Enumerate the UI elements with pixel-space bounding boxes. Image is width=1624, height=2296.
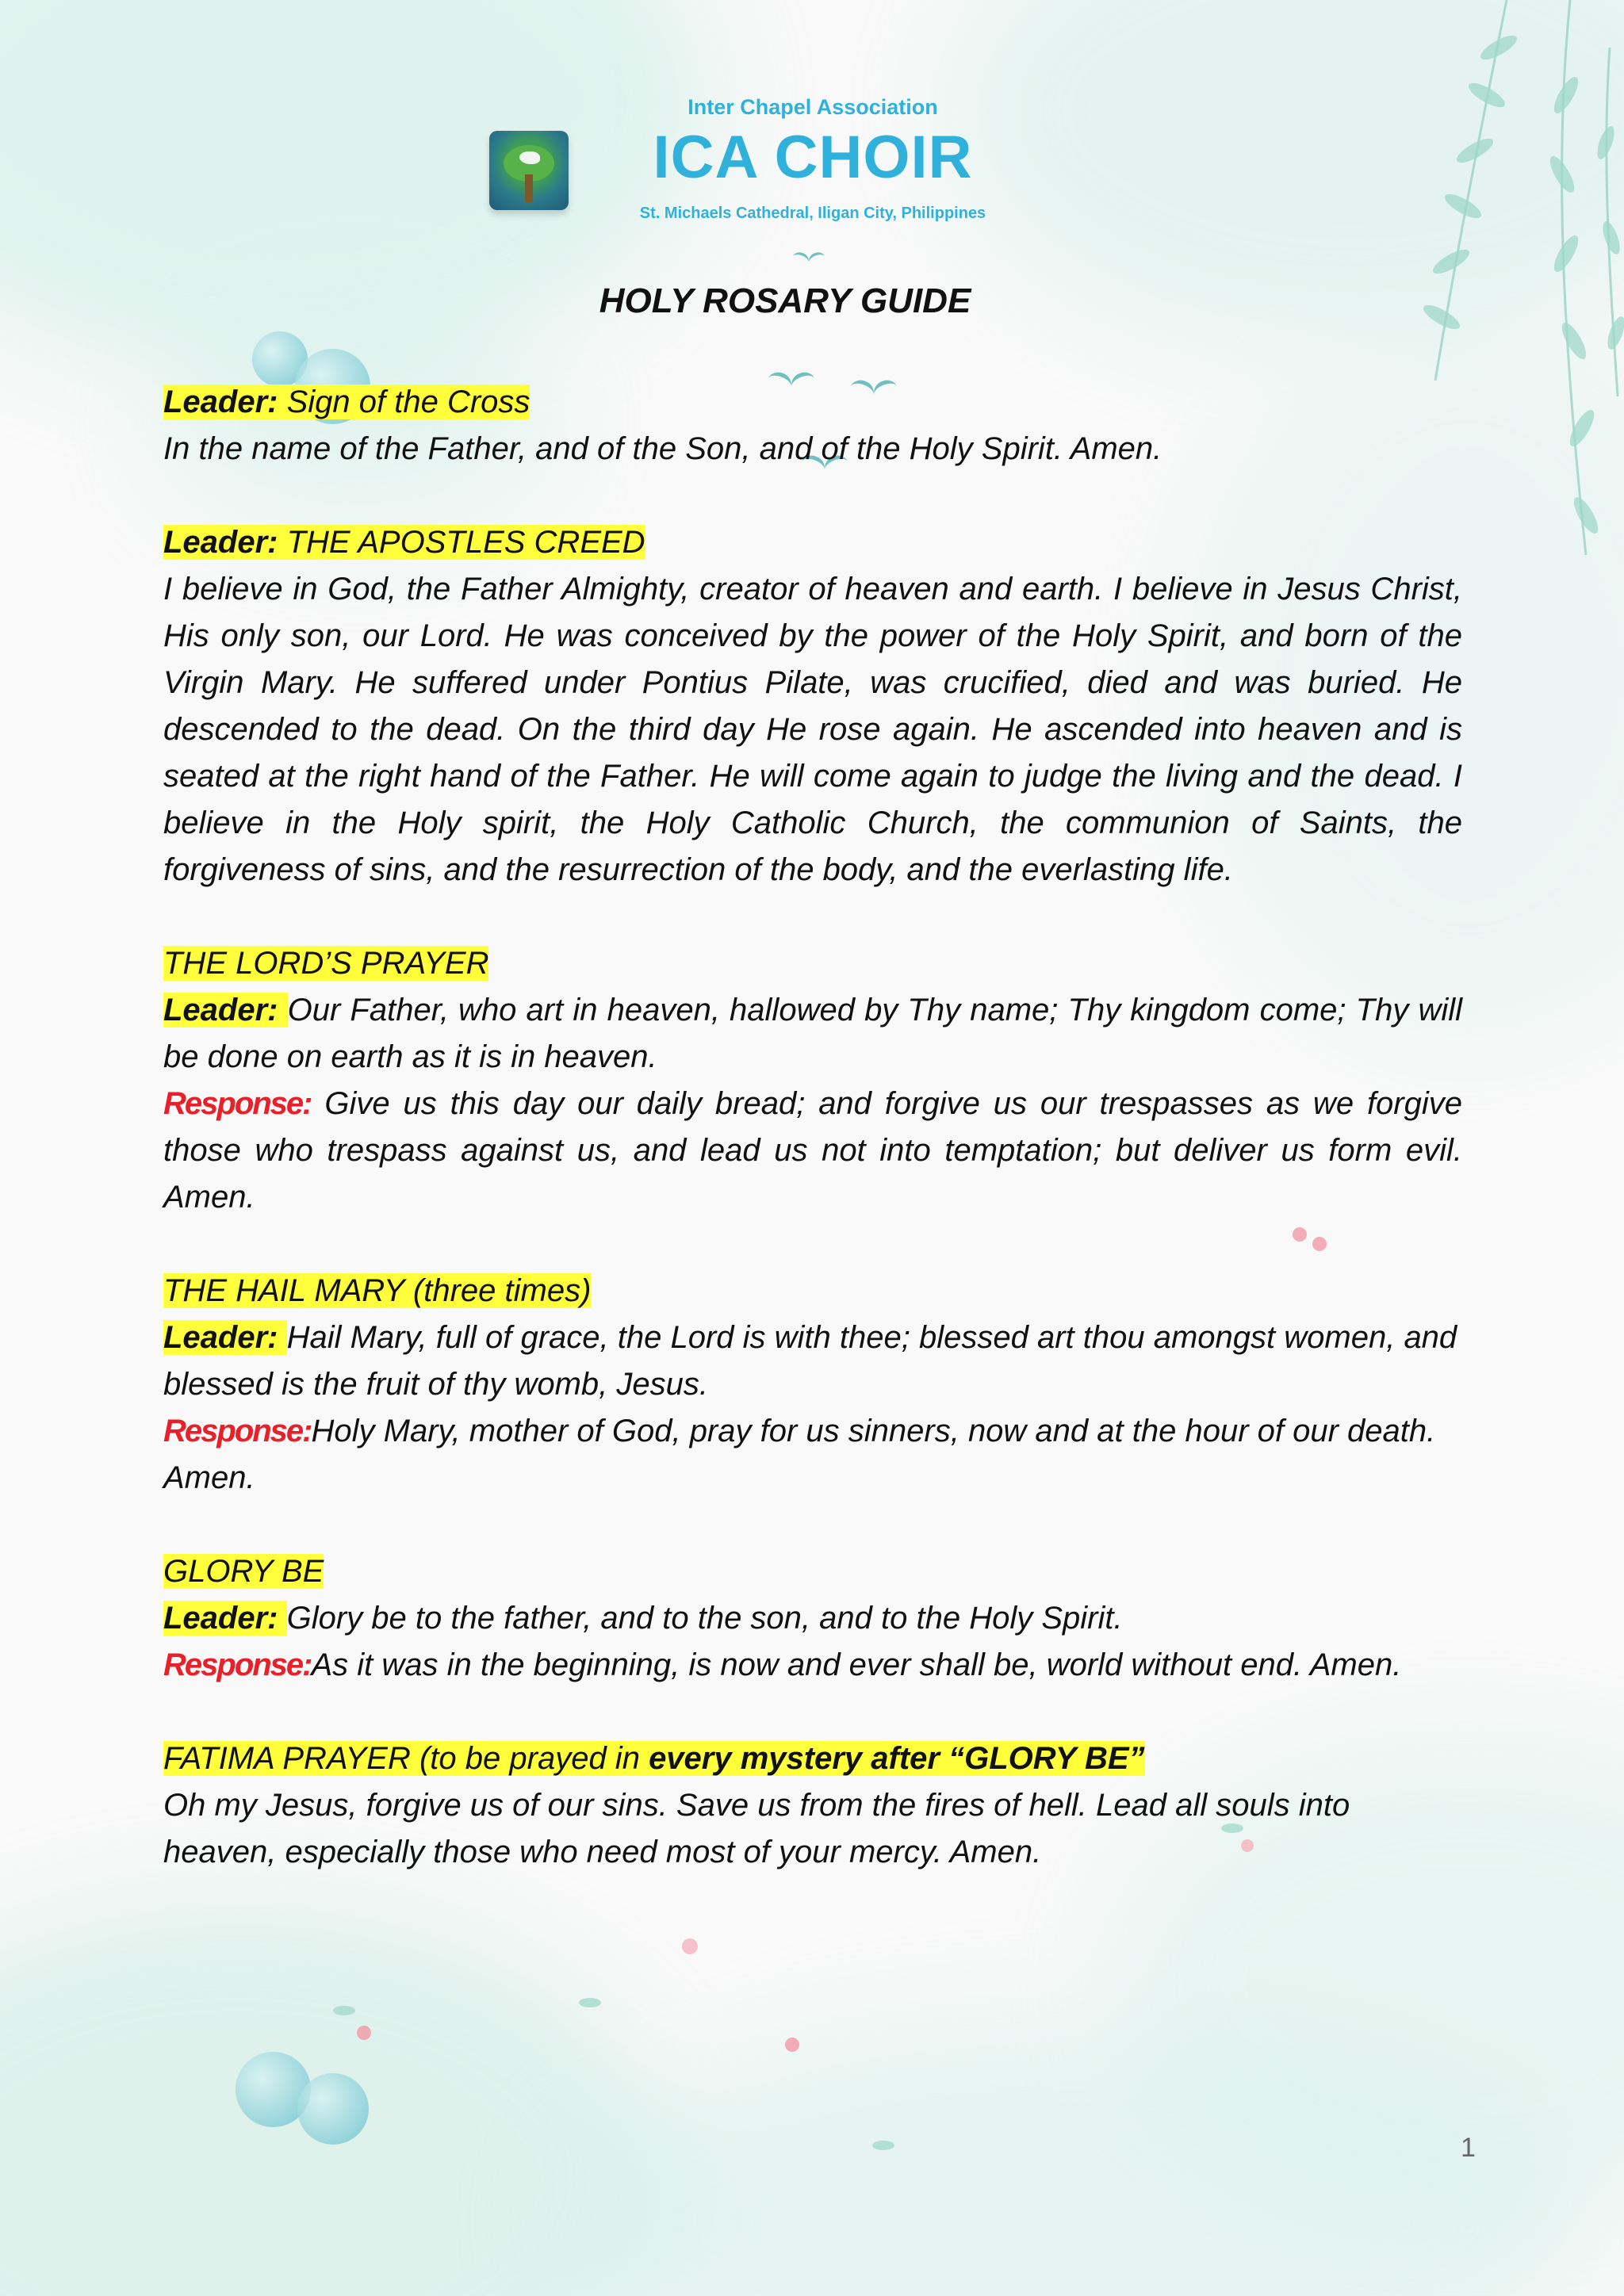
document-body — [163, 379, 1462, 1923]
flower-decoration-icon — [682, 1938, 698, 1954]
heading-text: Sign of the Cross — [278, 385, 530, 419]
leader-label: Leader: — [163, 993, 288, 1027]
leader-text: Hail Mary, full of grace, the Lord is with thee; blessed art thou amongst women, and blessed is the fruit of thy womb, Jesus. — [163, 1320, 1457, 1402]
choir-name: ICA CHOIR — [653, 124, 973, 191]
response-text: Holy Mary, mother of God, pray for us sinners, now and at the hour of our death. Amen. — [163, 1414, 1436, 1495]
bird-decoration-icon — [792, 253, 825, 266]
section-sign-of-cross — [163, 379, 1462, 473]
section-heading — [163, 1268, 1462, 1314]
leader-line — [163, 987, 1462, 1081]
leader-label: Leader: — [163, 385, 278, 419]
response-line — [163, 1408, 1462, 1502]
heading-text: THE APOSTLES CREED — [278, 525, 645, 560]
leader-label: Leader: — [163, 525, 278, 560]
heading-emphasis: every mystery after “GLORY BE” — [649, 1741, 1145, 1776]
heading-text: THE HAIL MARY (three times) — [163, 1273, 592, 1308]
section-apostles-creed — [163, 519, 1462, 894]
leader-text: Glory be to the father, and to the son, and to the Holy Spirit. — [286, 1601, 1123, 1636]
leaf-decoration-icon — [872, 2141, 894, 2150]
leader-label: Leader: — [163, 1601, 287, 1636]
response-line — [163, 1081, 1462, 1221]
response-text: Give us this day our daily bread; and forgive us our trespasses as we forgive those who trespass against us, and lead us not into temptation; but deliver us form evil. Amen. — [163, 1086, 1462, 1215]
leader-label: Leader: — [163, 1320, 287, 1355]
tree-trunk-icon — [525, 174, 533, 202]
heading-text: THE LORD’S PRAYER — [163, 946, 489, 981]
response-label: Response: — [163, 1647, 312, 1682]
flower-decoration-icon — [785, 2038, 799, 2052]
response-label: Response: — [163, 1414, 312, 1448]
section-heading — [163, 1548, 1462, 1595]
section-heading — [163, 519, 1462, 566]
section-heading — [163, 379, 1462, 426]
leader-text: Our Father, who art in heaven, hallowed by Thy name; Thy kingdom come; Thy will be done on earth as it is in heaven. — [163, 993, 1463, 1074]
heading-text: FATIMA PRAYER (to be prayed in — [163, 1741, 649, 1776]
leader-line — [163, 1314, 1462, 1408]
section-glory-be — [163, 1548, 1462, 1689]
response-label: Response: — [163, 1086, 312, 1121]
organization-name: Inter Chapel Association — [688, 95, 938, 119]
section-heading — [163, 940, 1462, 987]
prayer-text: In the name of the Father, and of the Son, and of the Holy Spirit. Amen. — [163, 431, 1162, 466]
choir-logo — [489, 131, 569, 210]
bubble-decoration — [297, 2073, 369, 2145]
section-fatima-prayer — [163, 1735, 1462, 1876]
leaf-decoration-icon — [333, 2006, 355, 2015]
choir-location: St. Michaels Cathedral, Iligan City, Philippines — [639, 205, 986, 222]
dove-icon — [519, 151, 540, 164]
leader-line — [163, 1595, 1462, 1642]
flower-decoration-icon — [357, 2026, 371, 2040]
document-title: HOLY ROSARY GUIDE — [599, 281, 971, 320]
section-hail-mary — [163, 1268, 1462, 1502]
page-number: 1 — [1461, 2133, 1476, 2163]
heading-text: GLORY BE — [163, 1554, 324, 1589]
prayer-text: I believe in God, the Father Almighty, creator of heaven and earth. I believe in Jesus Christ, His only son, our Lord. He was conceived by the power of the Holy Spirit, and born of the Virgin Mary. He suffered under Pontius Pilate, was crucified, died and was buried. He descended to the dead. On the third day He rose again. He ascended into heaven and is seated at the right hand of the Father. He will come again to judge the living and the dead. I believe in the Holy spirit, the Holy Catholic Church, the communion of Saints, the forgiveness of sins, and the resurrection of the body, and the everlasting life. — [163, 572, 1462, 887]
response-line — [163, 1642, 1462, 1689]
section-heading — [163, 1735, 1462, 1782]
response-text: As it was in the beginning, is now and ever shall be, world without end. Amen. — [311, 1647, 1402, 1682]
section-lords-prayer — [163, 940, 1462, 1221]
prayer-text: Oh my Jesus, forgive us of our sins. Save us from the fires of hell. Lead all souls into heaven, especially those who need most of your mercy. Amen. — [163, 1788, 1350, 1869]
leaf-decoration-icon — [579, 1998, 601, 2007]
